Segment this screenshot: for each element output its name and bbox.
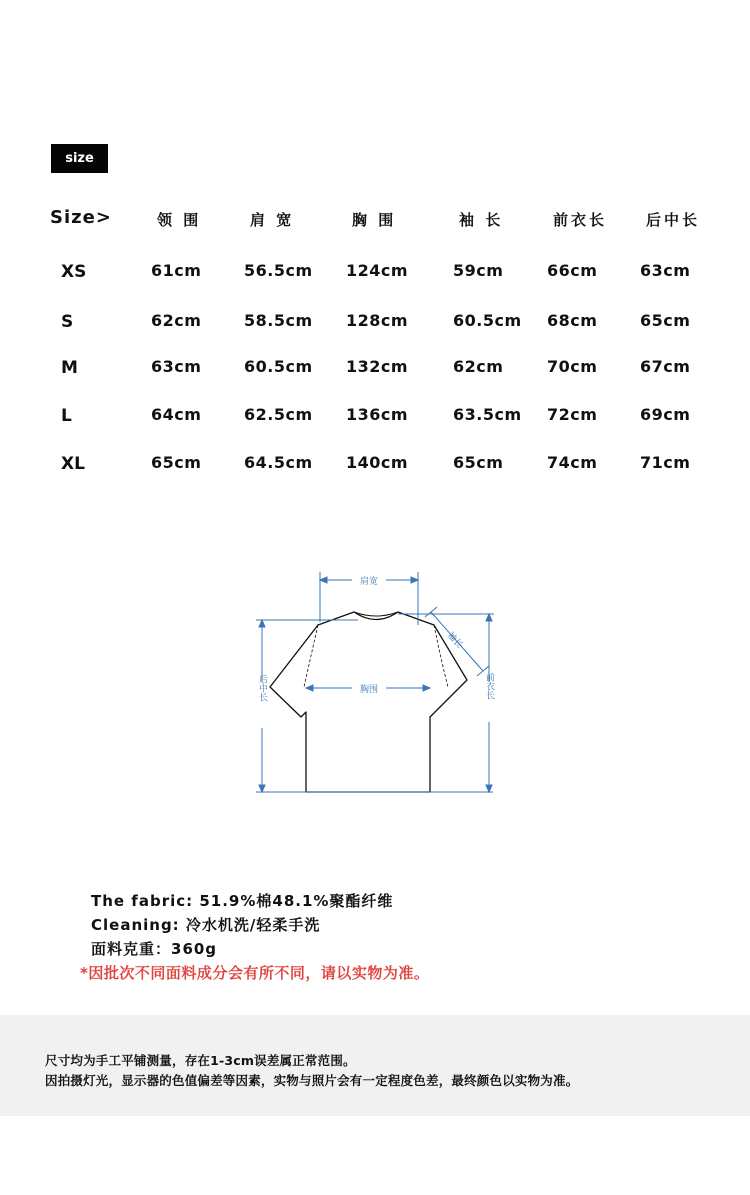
row-size-label: M [61, 358, 78, 378]
tshirt-diagram-svg [248, 570, 503, 800]
chest-arrow-left [306, 685, 313, 691]
table-cell: 60.5cm [453, 311, 522, 330]
column-header: 领 围 [157, 211, 202, 229]
fabric-info: The fabric: 51.9%棉48.1%聚酯纤维 [91, 892, 394, 910]
table-cell: 58.5cm [244, 311, 313, 330]
shoulder-arrow-right [411, 577, 418, 583]
front-length-arrow-bottom [486, 785, 492, 792]
table-cell: 63cm [151, 357, 202, 376]
footer-line-2: 因拍摄灯光，显示器的色值偏差等因素，实物与照片会有一定程度色差，最终颜色以实物为准。 [45, 1073, 579, 1088]
cleaning-info: Cleaning: 冷水机洗/轻柔手洗 [91, 916, 321, 934]
column-header: 前衣长 [553, 211, 608, 229]
footer-line-1: 尺寸均为手工平铺测量，存在1-3cm误差属正常范围。 [45, 1053, 356, 1068]
table-cell: 65cm [640, 311, 691, 330]
table-cell: 136cm [346, 405, 409, 424]
table-cell: 124cm [346, 261, 409, 280]
back-length-arrow-bottom [259, 785, 265, 792]
table-cell: 66cm [547, 261, 598, 280]
table-cell: 61cm [151, 261, 202, 280]
column-header: 后中长 [646, 211, 701, 229]
table-cell: 65cm [453, 453, 504, 472]
table-cell: 67cm [640, 357, 691, 376]
column-header: 胸 围 [352, 211, 397, 229]
table-cell: 60.5cm [244, 357, 313, 376]
back-length-label: 后中长 [257, 674, 267, 702]
table-cell: 59cm [453, 261, 504, 280]
chest-arrow-right [423, 685, 430, 691]
back-length-arrow-top [259, 620, 265, 627]
table-cell: 68cm [547, 311, 598, 330]
table-cell: 64cm [151, 405, 202, 424]
table-cell: 74cm [547, 453, 598, 472]
size-badge: size [51, 144, 108, 173]
table-cell: 69cm [640, 405, 691, 424]
sleeve-tick-top [425, 607, 437, 617]
table-cell: 62.5cm [244, 405, 313, 424]
table-cell: 140cm [346, 453, 409, 472]
size-column-label: Size> [50, 207, 112, 228]
table-cell: 63cm [640, 261, 691, 280]
row-size-label: S [61, 312, 74, 332]
table-cell: 63.5cm [453, 405, 522, 424]
table-cell: 71cm [640, 453, 691, 472]
column-header: 袖 长 [459, 211, 504, 229]
footer-panel [0, 1015, 750, 1116]
table-cell: 132cm [346, 357, 409, 376]
table-cell: 72cm [547, 405, 598, 424]
shoulder-label: 肩宽 [359, 577, 379, 587]
tshirt-outline [270, 612, 467, 792]
row-size-label: L [61, 406, 72, 426]
table-cell: 56.5cm [244, 261, 313, 280]
batch-note: *因批次不同面料成分会有所不同，请以实物为准。 [80, 964, 430, 982]
table-cell: 62cm [151, 311, 202, 330]
table-cell: 64.5cm [244, 453, 313, 472]
table-cell: 70cm [547, 357, 598, 376]
sleeve-label: 袖长 [444, 630, 465, 651]
chest-label: 胸围 [359, 685, 379, 695]
weight-info: 面料克重：360g [91, 940, 218, 958]
front-length-label: 前衣长 [484, 672, 494, 700]
table-cell: 65cm [151, 453, 202, 472]
sleeve-seam-right [434, 625, 448, 687]
column-header: 肩 宽 [250, 211, 295, 229]
row-size-label: XL [61, 454, 85, 474]
row-size-label: XS [61, 262, 87, 282]
table-cell: 128cm [346, 311, 409, 330]
tshirt-diagram [248, 570, 503, 800]
front-length-arrow-top [486, 614, 492, 621]
table-cell: 62cm [453, 357, 504, 376]
shoulder-arrow-left [320, 577, 327, 583]
